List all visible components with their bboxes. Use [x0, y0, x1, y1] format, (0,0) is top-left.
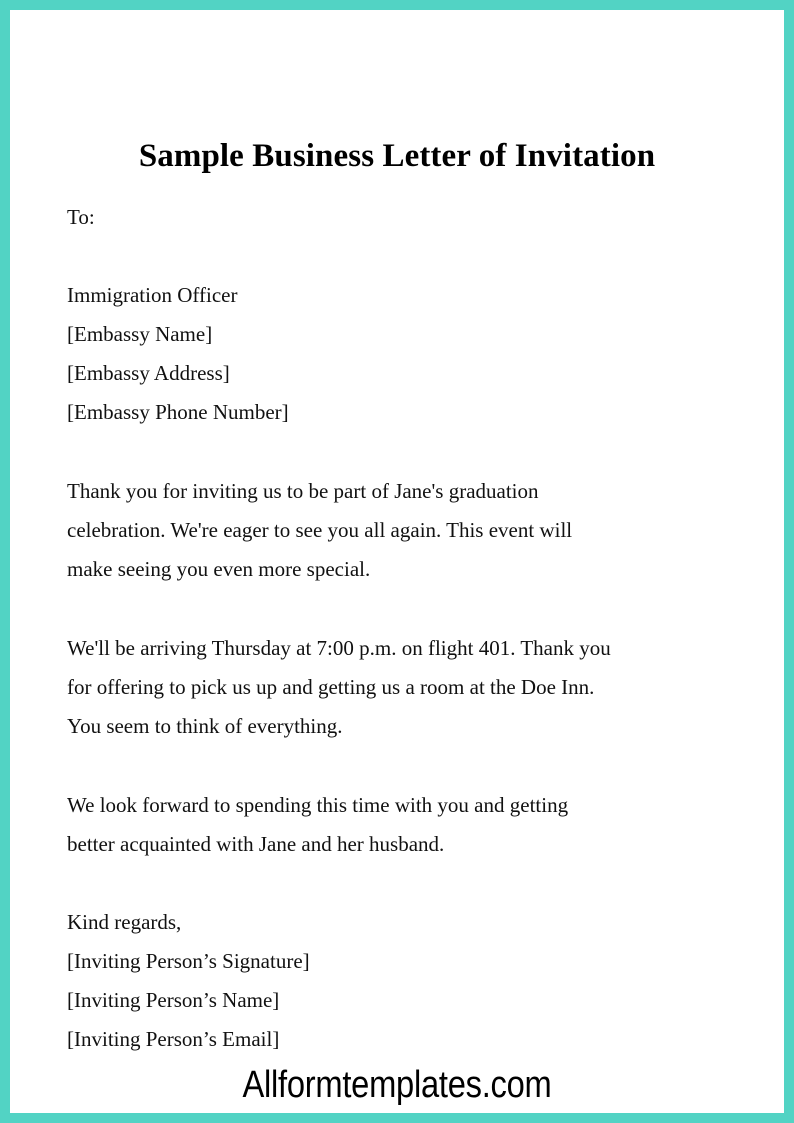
paragraph-line: for offering to pick us up and getting us a room at the Doe Inn.: [67, 675, 595, 699]
recipient-embassy-phone: [Embassy Phone Number]: [67, 400, 289, 424]
closing-email: [Inviting Person’s Email]: [67, 1027, 280, 1051]
to-line: To:: [67, 205, 95, 229]
paragraph-line: better acquainted with Jane and her husband.: [67, 832, 445, 856]
recipient-address-block: [67, 276, 727, 432]
closing-block: [67, 903, 727, 1059]
site-watermark: Allformtemplates.com: [242, 1064, 552, 1106]
paragraph-line: We look forward to spending this time with you and getting: [67, 793, 569, 817]
paragraph-1: [67, 472, 727, 589]
paragraph-line: Thank you for inviting us to be part of Jane's graduation: [67, 479, 539, 503]
letter-title: Sample Business Letter of Invitation: [138, 138, 656, 174]
paragraph-line: You seem to think of everything.: [67, 714, 343, 738]
recipient-embassy-address: [Embassy Address]: [67, 361, 230, 385]
paragraph-line: make seeing you even more special.: [67, 557, 371, 581]
closing-signature: [Inviting Person’s Signature]: [67, 949, 310, 973]
closing-regards: Kind regards,: [67, 910, 182, 934]
closing-name: [Inviting Person’s Name]: [67, 988, 280, 1012]
recipient-title: Immigration Officer: [67, 283, 238, 307]
paragraph-2: [67, 629, 727, 746]
recipient-embassy-name: [Embassy Name]: [67, 322, 213, 346]
paragraph-line: celebration. We're eager to see you all again. This event will: [67, 518, 573, 542]
paragraph-line: We'll be arriving Thursday at 7:00 p.m. on flight 401. Thank you: [67, 636, 611, 660]
paragraph-3: [67, 786, 727, 864]
to-label: [67, 198, 727, 237]
